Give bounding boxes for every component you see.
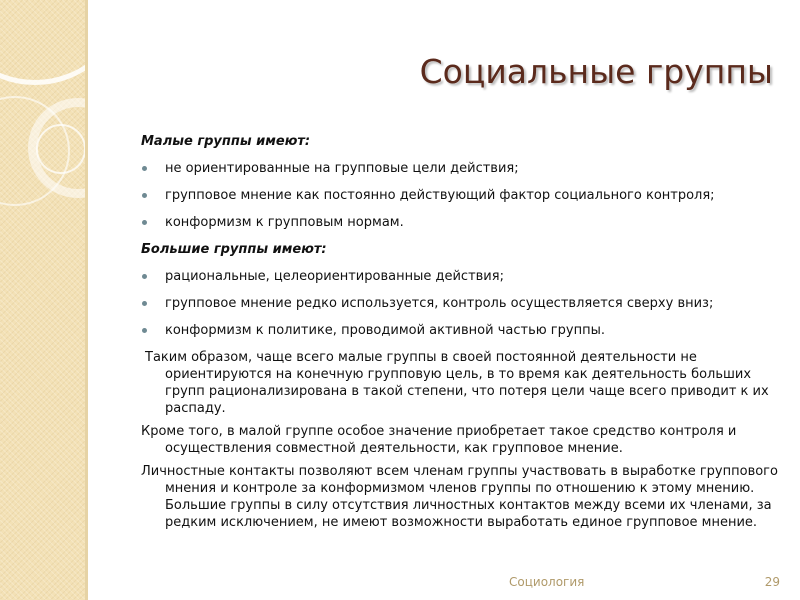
bullet-icon (142, 166, 147, 171)
footer-subject: Социология (509, 575, 585, 589)
slide-title: Социальные группы (419, 52, 773, 91)
decorative-ring (0, 0, 85, 85)
list-item (141, 268, 781, 295)
list-item-text: конформизм к политике, проводимой активной частью группы. (165, 323, 605, 338)
large-groups-heading: Большие группы имеют: (141, 242, 327, 257)
group-opinion-paragraph: Кроме того, в малой группе особое значение приобретает такое средство контроля и осуществления совместной деятельности, как групповое мнение. (141, 424, 737, 456)
list-item (141, 160, 781, 187)
decorative-ring (36, 124, 85, 174)
bullet-icon (142, 274, 147, 279)
list-item (141, 322, 781, 349)
small-groups-heading: Малые группы имеют: (141, 134, 311, 149)
list-item (141, 214, 781, 241)
decorative-side-panel (0, 0, 85, 600)
personal-contacts-paragraph: Личностные контакты позволяют всем членам группы участвовать в выработке группового мнения и контроле за конформизмом членов группы по отношению к этому мнению. Большие группы в силу отсутствия личностных контактов между всеми их членами, за редким исключением, не имеют возможности выработать единое групповое мнение. (141, 464, 778, 530)
conclusion-paragraph: Таким образом, чаще всего малые группы в своей постоянной деятельности не ориентируются на конечную групповую цель, в то время как деятельность больших групп рационализирована в такой степени, что потеря цели чаще всего приводит к их распаду. (145, 350, 769, 416)
list-item-text: рациональные, целеориентированные действия; (165, 269, 504, 284)
list-item-text: групповое мнение как постоянно действующий фактор социального контроля; (165, 188, 715, 203)
list-item-text: конформизм к групповым нормам. (165, 215, 404, 230)
footer-page-number: 29 (764, 575, 780, 589)
bullet-icon (142, 301, 147, 306)
bullet-icon (142, 193, 147, 198)
large-groups-list (141, 268, 781, 349)
list-item (141, 295, 781, 322)
slide-content (141, 133, 781, 537)
side-panel-edge (85, 0, 88, 600)
bullet-icon (142, 220, 147, 225)
list-item-text: не ориентированные на групповые цели действия; (165, 161, 519, 176)
bullet-icon (142, 328, 147, 333)
small-groups-list (141, 160, 781, 241)
list-item-text: групповое мнение редко используется, контроль осуществляется сверху вниз; (165, 296, 714, 311)
list-item (141, 187, 781, 214)
